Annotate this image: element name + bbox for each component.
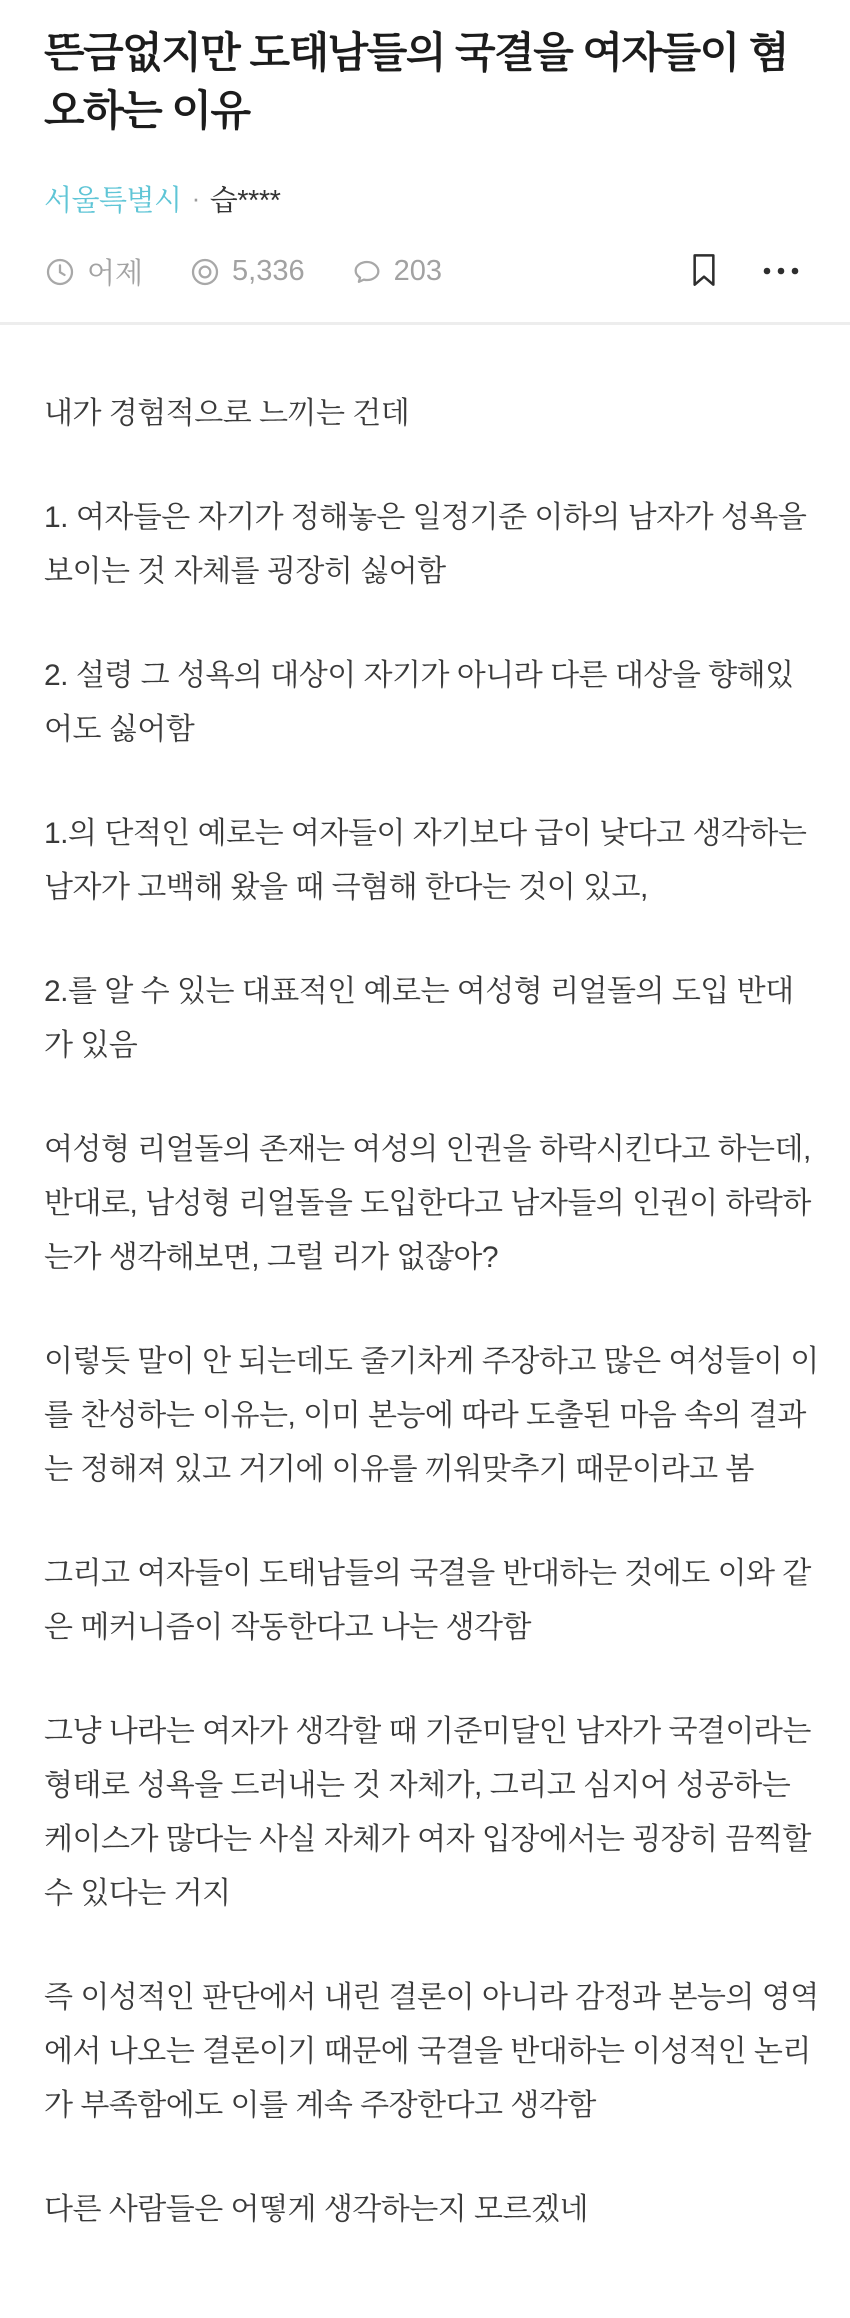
comments-count: 203 bbox=[393, 255, 442, 287]
post-paragraph: 내가 경험적으로 느끼는 건데 bbox=[44, 397, 410, 430]
post-paragraph: 1.의 단적인 예로는 여자들이 자기보다 급이 낮다고 생각하는 남자가 고백해 왔을 때 극혐해 한다는 것이 있고, bbox=[44, 817, 807, 904]
post-paragraph: 1. 여자들은 자기가 정해놓은 일정기준 이하의 남자가 성욕을 보이는 것 자체를 굉장히 싫어함 bbox=[44, 501, 807, 588]
time-stat bbox=[44, 251, 143, 292]
clock-icon bbox=[44, 256, 76, 288]
post-paragraph: 여성형 리얼돌의 존재는 여성의 인권을 하락시킨다고 하는데, 반대로, 남성형 리얼돌을 도입한다고 남자들의 인권이 하락하는가 생각해보면, 그럴 리가 없잖아? bbox=[44, 1133, 811, 1274]
views-stat bbox=[189, 255, 305, 288]
post-paragraph: 그리고 여자들이 도태남들의 국결을 반대하는 것에도 이와 같은 메커니즘이 작동한다고 나는 생각함 bbox=[44, 1557, 811, 1644]
author-name[interactable]: 습**** bbox=[209, 185, 281, 217]
post-body bbox=[0, 325, 850, 2261]
bookmark-icon bbox=[688, 251, 720, 292]
post-paragraph: 즉 이성적인 판단에서 내린 결론이 아니라 감정과 본능의 영역에서 나오는 결론이기 때문에 국결을 반대하는 이성적인 논리가 부족함에도 이를 계속 주장한다고 생각함 bbox=[44, 1981, 819, 2122]
time-label: 어제 bbox=[87, 258, 144, 290]
board-link[interactable]: 서울특별시 bbox=[44, 185, 182, 217]
author-row bbox=[44, 178, 822, 219]
author-separator: · bbox=[191, 183, 200, 213]
comment-icon bbox=[351, 256, 383, 288]
post-paragraph: 2. 설령 그 성욕의 대상이 자기가 아니라 다른 대상을 향해있어도 싫어함 bbox=[44, 659, 794, 746]
post-meta-row bbox=[44, 251, 822, 292]
more-button[interactable] bbox=[762, 264, 800, 279]
post-actions bbox=[688, 251, 822, 292]
comments-stat[interactable] bbox=[351, 255, 442, 288]
bookmark-button[interactable] bbox=[688, 251, 720, 292]
post-header bbox=[0, 0, 850, 292]
post-paragraph: 이렇듯 말이 안 되는데도 줄기차게 주장하고 많은 여성들이 이를 찬성하는 이유는, 이미 본능에 따라 도출된 마음 속의 결과는 정해져 있고 거기에 이유를 끼워맞추기 때문이라고 봄 bbox=[44, 1345, 819, 1486]
post-paragraph: 그냥 나라는 여자가 생각할 때 기준미달인 남자가 국결이라는 형태로 성욕을 드러내는 것 자체가, 그리고 심지어 성공하는 케이스가 많다는 사실 자체가 여자 입장에서는 굉장히 끔찍할 수 있다는 거지 bbox=[44, 1715, 811, 1910]
more-options-icon bbox=[762, 264, 800, 279]
views-count: 5,336 bbox=[232, 255, 305, 287]
post-paragraph: 2.를 알 수 있는 대표적인 예로는 여성형 리얼돌의 도입 반대가 있음 bbox=[44, 975, 794, 1062]
post-title: 뜬금없지만 도태남들의 국결을 여자들이 혐오하는 이유 bbox=[44, 29, 788, 134]
views-icon bbox=[189, 256, 221, 288]
post-paragraph: 다른 사람들은 어떻게 생각하는지 모르겠네 bbox=[44, 2193, 588, 2226]
